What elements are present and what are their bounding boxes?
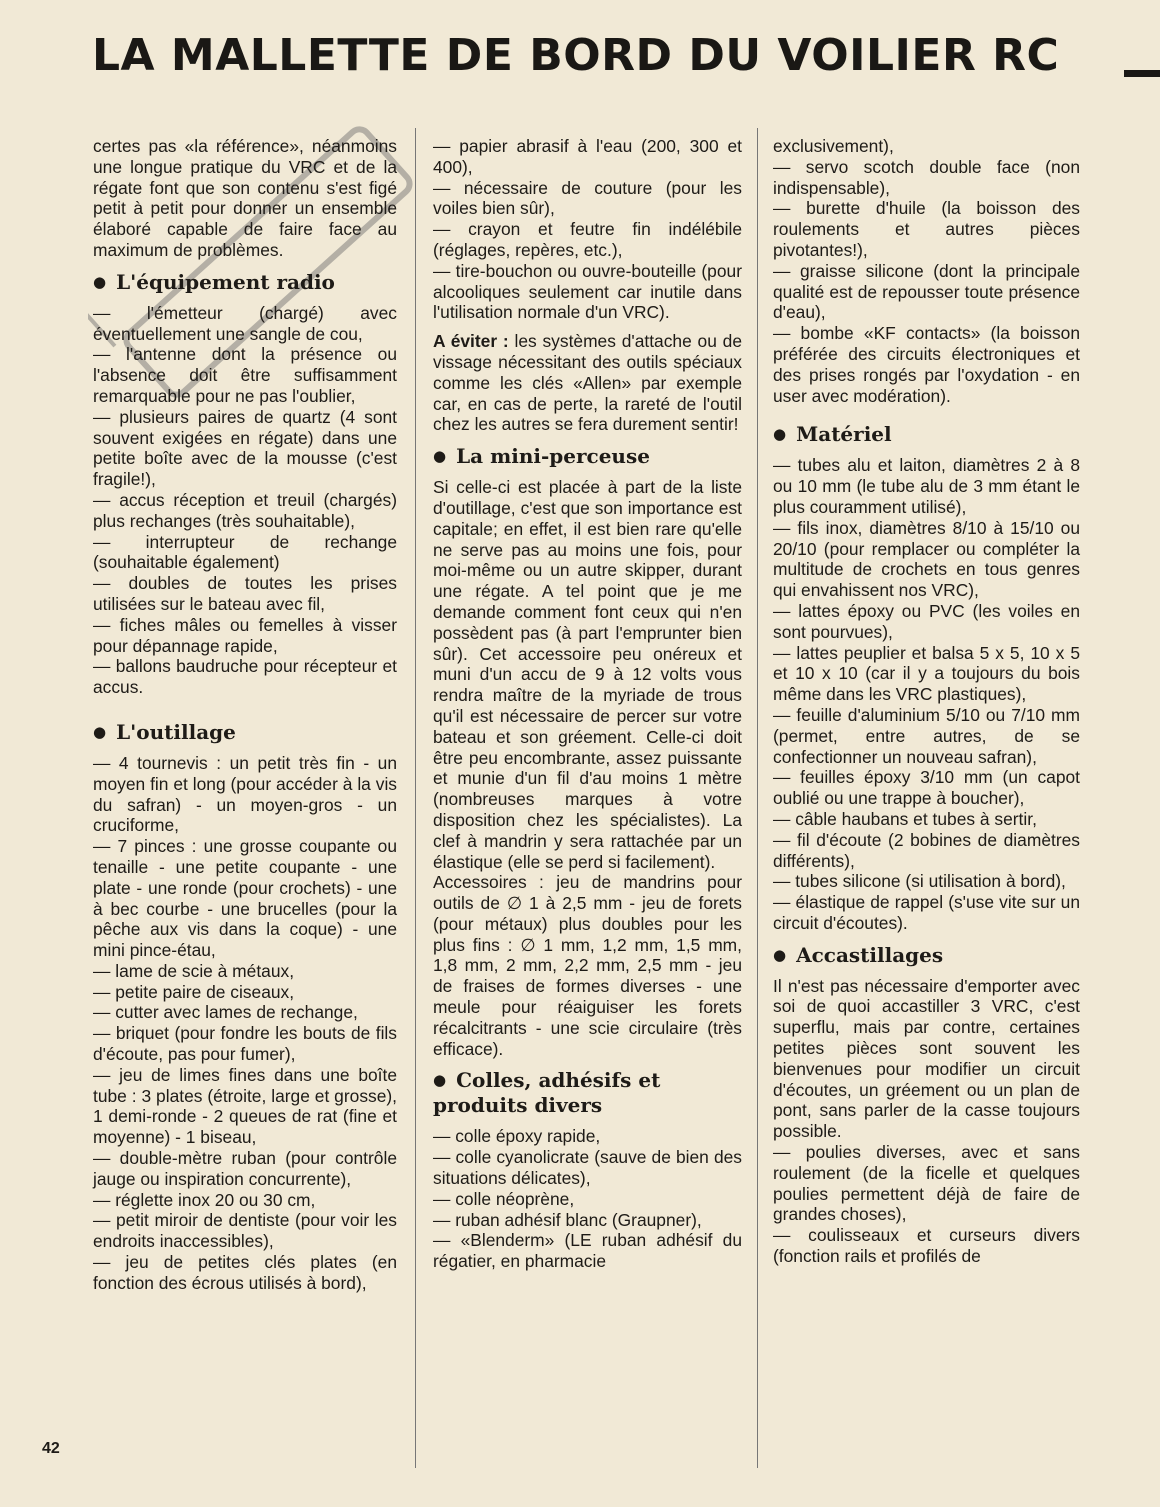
column-1: [93, 136, 397, 1294]
list-item: — graisse silicone (dont la principale qualité est de repousser toute présence d'eau),: [773, 260, 1080, 323]
list-item: — crayon et feutre fin indélébile (réglages, repères, etc.),: [433, 219, 742, 260]
page-title: LA MALLETTE DE BORD DU VOILIER RC: [92, 30, 1060, 81]
list-item: — coulisseaux et curseurs divers (fonction rails et profilés de: [773, 1225, 1080, 1267]
products-list-continued: [773, 136, 1080, 406]
list-item: — briquet (pour fondre les bouts de fils d'écoute, pas pour fumer),: [93, 1023, 397, 1065]
column-3: [773, 136, 1080, 1267]
list-item: — lattes époxy ou PVC (les voiles en sont pourvues),: [773, 600, 1080, 642]
list-item: — tire-bouchon ou ouvre-bouteille (pour alcooliques seulement car inutile dans l'utilisation normale d'un VRC).: [433, 260, 742, 323]
section-heading-glue: ● Colles, adhésifs et produits divers: [433, 1068, 661, 1118]
list-item: — élastique de rappel (s'use vite sur un circuit d'écoutes).: [773, 892, 1080, 933]
avoid-paragraph: [433, 331, 742, 435]
list-item: — burette d'huile (la boisson des roulements et autres pièces pivotantes!),: [773, 198, 1080, 260]
bullet-icon: ●: [773, 425, 787, 444]
tools-list-continued: [433, 136, 742, 323]
list-item: — accus réception et treuil (chargés) plus rechanges (très souhaitable),: [93, 489, 397, 531]
list-item: — cutter avec lames de rechange,: [93, 1002, 358, 1023]
bullet-icon: ●: [93, 272, 107, 291]
list-item: exclusivement),: [773, 136, 894, 156]
list-item: — servo scotch double face (non indispensable),: [773, 156, 1080, 198]
page-number: 42: [42, 1440, 60, 1457]
bullet-icon: ●: [433, 1071, 447, 1090]
list-item: — petit miroir de dentiste (pour voir les endroits inaccessibles),: [93, 1210, 397, 1252]
list-item: — jeu de limes fines dans une boîte tube : 3 plates (étroite, large et grosse), 1 demi-ronde - 2 queues de rat (fine et moyenne) - 1 biseau,: [93, 1064, 397, 1148]
list-item: — fil d'écoute (2 bobines de diamètres différents),: [773, 829, 1080, 871]
list-item: — fiches mâles ou femelles à visser pour dépannage rapide,: [93, 614, 397, 656]
radio-list: [93, 303, 397, 698]
list-item: — poulies diverses, avec et sans roulement (de la ficelle et quelques poulies permettent déjà de faire de grandes choses),: [773, 1142, 1080, 1225]
list-item: — interrupteur de rechange (souhaitable également): [93, 531, 397, 573]
list-item: — bombe «KF contacts» (la boisson préférée des circuits électroniques et des prises rongés par l'oxydation - en user avec modération).: [773, 323, 1080, 406]
materiel-list: [773, 455, 1080, 933]
bullet-icon: ●: [93, 722, 107, 741]
list-item: — feuille d'aluminium 5/10 ou 7/10 mm (permet, entre autres, de se confectionner un nouveau safran),: [773, 704, 1080, 767]
section-heading-radio: ● L'équipement radio: [93, 269, 335, 294]
bullet-icon: ●: [773, 945, 787, 964]
list-item: — doubles de toutes les prises utilisées sur le bateau avec fil,: [93, 573, 397, 614]
tools-list: [93, 753, 397, 1294]
avoid-text: les systèmes d'attache ou de vissage nécessitant des outils spéciaux comme les clés «Allen» par exemple car, en cas de perte, la rareté de l'outil chez les autres se fera durement sentir!: [433, 331, 742, 435]
list-item: — lattes peuplier et balsa 5 x 5, 10 x 5 et 10 x 10 (car il y a toujours du bois même dans les VRC plastiques),: [773, 642, 1080, 705]
column-divider: [415, 128, 416, 1468]
list-item: — papier abrasif à l'eau (200, 300 et 400),: [433, 136, 742, 177]
list-item: — 4 tournevis : un petit très fin - un moyen fin et long (pour accéder à la vis du safran) - un moyen-gros - un cruciforme,: [93, 752, 397, 836]
list-item: — tubes alu et laiton, diamètres 2 à 8 ou 10 mm (le tube alu de 3 mm étant le plus couramment utilisé),: [773, 455, 1080, 517]
accastillages-paragraph: Il n'est pas nécessaire d'emporter avec soi de quoi accastiller 3 VRC, c'est superflu, mais par contre, certaines petites pièces sont souvent les bienvenues pour modifier un circuit d'écoutes, un gréement ou un plan de pont, sans parler de la casse toujours possible.: [773, 975, 1080, 1142]
list-item: — réglette inox 20 ou 30 cm,: [93, 1189, 316, 1210]
section-heading-drill: ● La mini-perceuse: [433, 444, 650, 469]
list-item: — jeu de petites clés plates (en fonction des écrous utilisés à bord),: [93, 1252, 397, 1293]
list-item: — «Blenderm» (LE ruban adhésif du régatier, en pharmacie: [433, 1230, 742, 1272]
list-item: — colle cyanolicrate (sauve de bien des situations délicates),: [433, 1147, 742, 1189]
section-heading-tools: ● L'outillage: [93, 719, 236, 744]
list-item: — feuilles époxy 3/10 mm (un capot oublié ou une trappe à boucher),: [773, 767, 1080, 809]
list-item: — colle époxy rapide,: [433, 1126, 601, 1147]
list-item: — petite paire de ciseaux,: [93, 981, 295, 1002]
drill-accessories: Accessoires : jeu de mandrins pour outils de ∅ 1 à 2,5 mm - jeu de forets (pour métaux) plus doubles pour les plus fins : ∅ 1 mm, 1,2 mm, 1,5 mm, 1,8 mm, 2 mm, 2,2 mm, 2,5 mm - jeu de fraises de formes diverses - une meule pour réaiguiser les forets récalcitrants - une scie circulaire (très efficace).: [433, 872, 742, 1059]
list-item: — lame de scie à métaux,: [93, 960, 295, 981]
list-item: — câble haubans et tubes à sertir,: [773, 808, 1037, 829]
glue-list: [433, 1126, 742, 1272]
list-item: — plusieurs paires de quartz (4 sont souvent exigées en régate) dans une petite boîte avec de la mousse (c'est fragile!),: [93, 406, 397, 490]
column-divider: [757, 128, 758, 1468]
list-item: — ruban adhésif blanc (Graupner),: [433, 1209, 702, 1230]
intro-paragraph: certes pas «la référence», néanmoins une longue pratique du VRC et de la régate font que son contenu s'est figé petit à petit pour donner un ensemble élaboré capable de faire face au maximum de problèmes.: [93, 136, 397, 260]
list-item: — nécessaire de couture (pour les voiles bien sûr),: [433, 177, 742, 219]
list-item: — tubes silicone (si utilisation à bord),: [773, 871, 1066, 892]
accastillages-list: [773, 1142, 1080, 1267]
bullet-icon: ●: [433, 447, 447, 466]
drill-paragraph: Si celle-ci est placée à part de la liste d'outillage, c'est que son importance est capitale; en effet, il est bien rare qu'elle ne serve pas au moins une fois, pour moi-même ou un autre skipper, durant une régate. A tel point que je me demande comment font ceux qui n'en possèdent pas (à part l'emprunter bien sûr). Cet accessoire peu onéreux et muni d'un accu de 9 à 12 volts vous rendra maître de la myriade de trous qu'il est nécessaire de percer sur votre bateau et son gréement. Celle-ci doit être peu encombrante, assez puissante et munie d'un fil d'au moins 1 mètre (nombreuses marques à votre disposition chez les spécialistes). La clef à mandrin y sera rattachée par un élastique (elle se perd si facilement).: [433, 477, 742, 872]
list-item: — fils inox, diamètres 8/10 à 15/10 ou 20/10 (pour remplacer ou compléter la multitude de crochets en tous genres qui envahissent nos VRC),: [773, 517, 1080, 601]
list-item: — colle néoprène,: [433, 1188, 575, 1209]
list-item: — 7 pinces : une grosse coupante ou tenaille - une petite coupante - une plate - une ronde (pour crochets) - une à bec courbe - une brucelles (pour la pêche aux vis dans la coque) - une mini pince-étau,: [93, 836, 397, 961]
list-item: — l'antenne dont la présence ou l'absence doit être suffisamment remarquable pour ne pas l'oublier,: [93, 344, 397, 406]
list-item: — ballons baudruche pour récepteur et accus.: [93, 656, 397, 698]
title-rule: [1124, 70, 1160, 77]
section-heading-materiel: ● Matériel: [773, 422, 892, 447]
section-heading-accastillages: ● Accastillages: [773, 942, 944, 967]
list-item: — l'émetteur (chargé) avec éventuellement une sangle de cou,: [93, 302, 397, 344]
list-item: — double-mètre ruban (pour contrôle jauge ou inspiration concurrente),: [93, 1148, 397, 1189]
avoid-label: A éviter :: [433, 331, 509, 352]
column-2: [433, 136, 742, 1272]
